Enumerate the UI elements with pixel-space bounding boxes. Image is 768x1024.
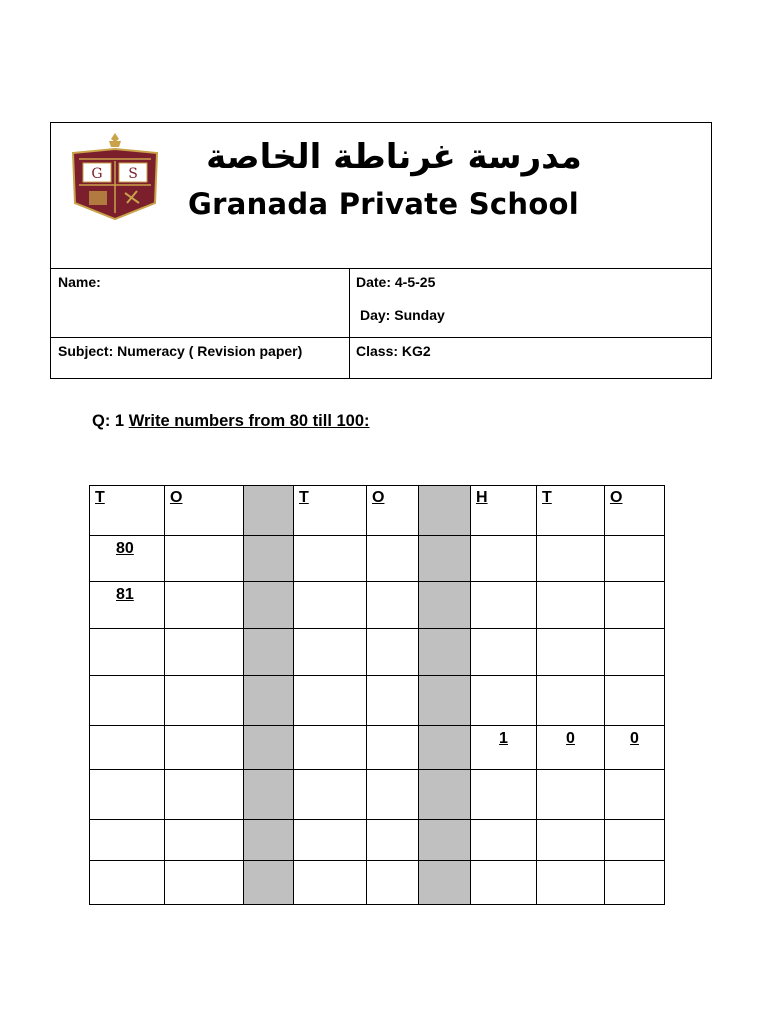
grid-row <box>90 676 665 726</box>
grid-cell <box>605 820 665 861</box>
grid-cell <box>605 861 665 905</box>
school-name-arabic: مدرسة غرناطة الخاصة <box>206 137 582 177</box>
grid-cell-value <box>294 536 366 540</box>
shaded-separator-cell <box>419 486 471 536</box>
grid-cell-value <box>605 629 664 633</box>
place-value-header-cell <box>90 486 165 536</box>
grid-cell <box>471 861 537 905</box>
grid-cell-value <box>294 861 366 865</box>
grid-cell-value <box>294 820 366 824</box>
crest-letter-g: G <box>91 166 103 182</box>
grid-cell <box>537 676 605 726</box>
grid-cell <box>471 629 537 676</box>
grid-cell-value <box>471 536 536 540</box>
place-value-header-label: T <box>95 489 105 506</box>
shaded-separator-cell <box>419 726 471 770</box>
shaded-separator-cell <box>244 726 294 770</box>
grid-cell-value <box>90 770 164 774</box>
shaded-separator-cell <box>419 629 471 676</box>
grid-cell <box>537 536 605 582</box>
header-box <box>50 122 712 379</box>
grid-cell <box>605 726 665 770</box>
grid-cell-value <box>294 629 366 633</box>
grid-cell-value <box>165 726 243 730</box>
grid-cell <box>471 536 537 582</box>
grid-cell <box>367 726 419 770</box>
grid-cell-value <box>367 629 418 633</box>
grid-cell-value <box>471 820 536 824</box>
grid-row <box>90 861 665 905</box>
grid-cell <box>537 726 605 770</box>
place-value-header-cell <box>471 486 537 536</box>
grid-cell-value <box>367 770 418 774</box>
name-cell <box>51 269 350 337</box>
school-crest-logo <box>69 131 161 223</box>
place-value-header-cell <box>367 486 419 536</box>
grid-cell <box>471 770 537 820</box>
grid-row <box>90 582 665 629</box>
grid-cell-value <box>367 861 418 865</box>
grid-cell <box>605 629 665 676</box>
grid-cell-value <box>605 582 664 586</box>
shaded-separator-cell <box>244 676 294 726</box>
grid-cell <box>294 820 367 861</box>
grid-cell-value <box>367 536 418 540</box>
grid-cell-value <box>90 820 164 824</box>
grid-cell <box>165 820 244 861</box>
grid-cell <box>367 582 419 629</box>
grid-cell <box>90 770 165 820</box>
grid-cell <box>605 770 665 820</box>
grid-cell <box>294 861 367 905</box>
grid-cell-value <box>471 861 536 865</box>
grid-cell-value <box>367 676 418 680</box>
grid-cell <box>294 770 367 820</box>
grid-cell <box>90 629 165 676</box>
grid-cell-value <box>367 582 418 586</box>
crest-letter-s: S <box>128 166 138 182</box>
shaded-separator-cell <box>244 861 294 905</box>
grid-row <box>90 536 665 582</box>
grid-cell <box>471 676 537 726</box>
grid-cell-value: 80 <box>116 540 134 557</box>
grid-cell <box>367 629 419 676</box>
grid-cell <box>90 861 165 905</box>
grid-cell-value <box>165 536 243 540</box>
school-banner <box>51 123 711 269</box>
grid-cell-value <box>294 726 366 730</box>
school-name-english: Granada Private School <box>188 187 580 221</box>
grid-cell <box>605 536 665 582</box>
grid-cell <box>605 582 665 629</box>
grid-cell-value <box>165 629 243 633</box>
grid-cell <box>294 582 367 629</box>
grid-row <box>90 820 665 861</box>
grid-cell-value <box>471 770 536 774</box>
grid-cell <box>537 861 605 905</box>
grid-cell-value <box>165 820 243 824</box>
grid-cell <box>294 726 367 770</box>
grid-cell-value <box>294 770 366 774</box>
shaded-separator-cell <box>419 770 471 820</box>
grid-cell <box>537 770 605 820</box>
grid-cell-value <box>471 582 536 586</box>
grid-cell-value <box>537 861 604 865</box>
grid-cell-value <box>367 726 418 730</box>
grid-cell-value <box>605 676 664 680</box>
shaded-separator-cell <box>419 820 471 861</box>
day-label: Day: Sunday <box>360 307 445 323</box>
subject-label: Subject: Numeracy ( Revision paper) <box>58 343 303 359</box>
place-value-header-label: H <box>476 489 488 506</box>
grid-cell <box>90 536 165 582</box>
grid-cell-value <box>537 676 604 680</box>
grid-row <box>90 770 665 820</box>
info-row-subject-class <box>51 338 711 379</box>
shaded-separator-cell <box>419 676 471 726</box>
place-value-header-cell <box>605 486 665 536</box>
grid-cell <box>294 629 367 676</box>
grid-cell <box>165 770 244 820</box>
place-value-header-cell <box>294 486 367 536</box>
question-text: Write numbers from 80 till 100: <box>128 412 370 430</box>
class-cell <box>350 338 711 379</box>
grid-cell-value <box>605 770 664 774</box>
grid-cell <box>165 726 244 770</box>
grid-cell-value <box>165 861 243 865</box>
grid-cell-value <box>90 726 164 730</box>
grid-cell <box>367 820 419 861</box>
shaded-separator-cell <box>244 820 294 861</box>
place-value-header-label: T <box>542 489 552 506</box>
place-value-header-label: O <box>170 489 183 506</box>
grid-cell-value <box>367 820 418 824</box>
grid-cell <box>165 861 244 905</box>
shaded-separator-cell <box>244 629 294 676</box>
grid-cell-value: 81 <box>116 586 134 603</box>
date-label: Date: 4-5-25 <box>356 274 436 290</box>
grid-cell-value <box>90 629 164 633</box>
grid-cell <box>165 629 244 676</box>
grid-cell-value: 1 <box>499 730 508 747</box>
number-grid-table <box>89 485 665 905</box>
grid-cell <box>367 770 419 820</box>
shaded-separator-cell <box>244 536 294 582</box>
grid-cell-value <box>90 861 164 865</box>
place-value-header-label: O <box>372 489 385 506</box>
question-heading <box>92 412 370 431</box>
grid-cell <box>90 726 165 770</box>
grid-cell-value: 0 <box>566 730 575 747</box>
grid-cell <box>367 676 419 726</box>
place-value-header-label: O <box>610 489 623 506</box>
grid-cell <box>367 536 419 582</box>
grid-cell-value <box>537 820 604 824</box>
place-value-header-cell <box>537 486 605 536</box>
grid-cell-value <box>605 536 664 540</box>
grid-cell-value <box>471 676 536 680</box>
grid-row <box>90 726 665 770</box>
grid-row <box>90 629 665 676</box>
grid-cell <box>90 582 165 629</box>
grid-cell-value <box>294 676 366 680</box>
place-value-header-cell <box>165 486 244 536</box>
grid-cell-value: 0 <box>630 730 639 747</box>
grid-cell-value <box>294 582 366 586</box>
grid-cell <box>605 676 665 726</box>
shaded-separator-cell <box>419 536 471 582</box>
grid-cell <box>294 536 367 582</box>
grid-cell-value <box>605 820 664 824</box>
grid-cell <box>537 629 605 676</box>
grid-cell <box>537 820 605 861</box>
grid-cell <box>471 820 537 861</box>
grid-cell-value <box>165 582 243 586</box>
grid-cell-value <box>90 676 164 680</box>
grid-cell-value <box>605 861 664 865</box>
shaded-separator-cell <box>244 582 294 629</box>
grid-cell <box>471 726 537 770</box>
name-label: Name: <box>58 274 101 290</box>
question-number: Q: 1 <box>92 412 125 430</box>
grid-cell <box>165 536 244 582</box>
grid-cell <box>90 820 165 861</box>
grid-cell-value <box>471 629 536 633</box>
shaded-separator-cell <box>419 861 471 905</box>
class-label: Class: KG2 <box>356 343 431 359</box>
grid-cell-value <box>537 770 604 774</box>
grid-cell <box>165 676 244 726</box>
grid-cell <box>471 582 537 629</box>
grid-cell <box>165 582 244 629</box>
grid-cell <box>90 676 165 726</box>
shaded-separator-cell <box>244 486 294 536</box>
subject-cell <box>51 338 350 379</box>
grid-cell-value <box>537 536 604 540</box>
info-row-name-date <box>51 269 711 338</box>
grid-cell-value <box>537 582 604 586</box>
shaded-separator-cell <box>419 582 471 629</box>
grid-cell <box>294 676 367 726</box>
place-value-header-label: T <box>299 489 309 506</box>
grid-cell-value <box>165 676 243 680</box>
grid-cell <box>537 582 605 629</box>
grid-header-row <box>90 486 665 536</box>
grid-cell-value <box>165 770 243 774</box>
grid-cell <box>367 861 419 905</box>
shaded-separator-cell <box>244 770 294 820</box>
date-cell <box>350 269 711 337</box>
grid-cell-value <box>537 629 604 633</box>
